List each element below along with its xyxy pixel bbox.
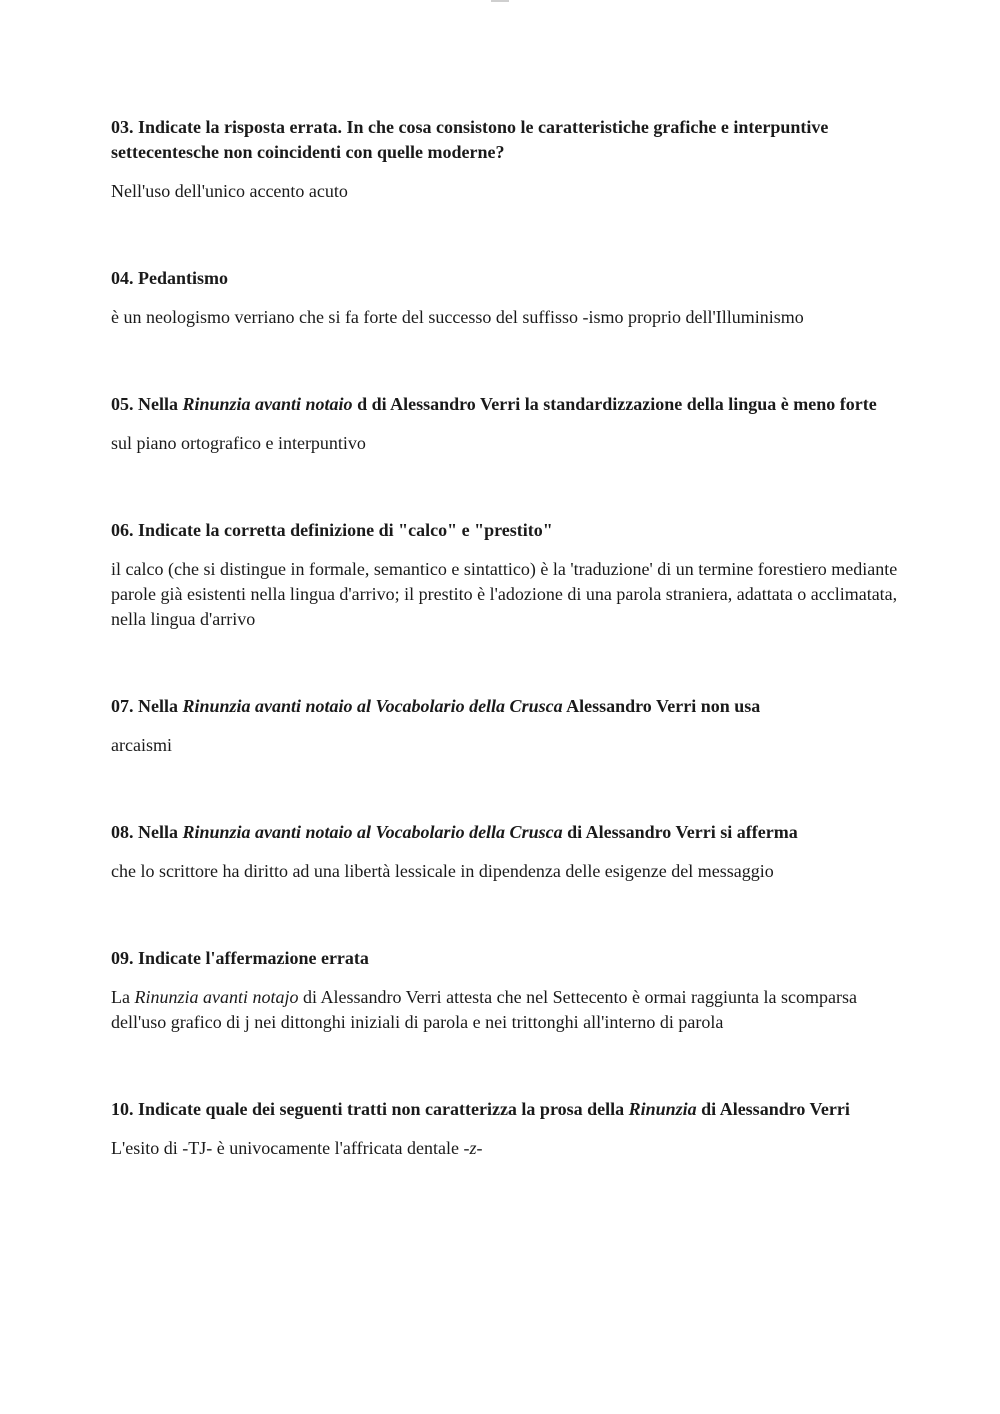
answer-05: sul piano ortografico e interpuntivo (111, 433, 366, 453)
question-block-08 (111, 820, 901, 884)
answer-10: L'esito di -TJ- è univocamente l'affricata dentale -z- (111, 1138, 483, 1158)
question-block-07 (111, 694, 901, 758)
answer-09: La Rinunzia avanti notajo di Alessandro Verri attesta che nel Settecento è ormai raggiunta la scomparsa dell'uso grafico di j nei dittonghi iniziali di parola e nei trittonghi all'interno di parola (111, 987, 857, 1032)
question-08: 08. Nella Rinunzia avanti notaio al Vocabolario della Crusca di Alessandro Verri si afferma (111, 822, 798, 842)
question-block-09 (111, 946, 901, 1035)
question-06: 06. Indicate la corretta definizione di "calco" e "prestito" (111, 520, 553, 540)
question-block-04 (111, 266, 901, 330)
page-top-mark (491, 0, 509, 2)
question-03: 03. Indicate la risposta errata. In che cosa consistono le caratteristiche grafiche e interpuntive settecentesche non coincidenti con quelle moderne? (111, 117, 829, 162)
question-10: 10. Indicate quale dei seguenti tratti non caratterizza la prosa della Rinunzia di Alessandro Verri (111, 1099, 850, 1119)
answer-04: è un neologismo verriano che si fa forte del successo del suffisso -ismo proprio dell'Illuminismo (111, 307, 804, 327)
question-block-10 (111, 1097, 901, 1161)
question-07: 07. Nella Rinunzia avanti notaio al Vocabolario della Crusca Alessandro Verri non usa (111, 696, 761, 716)
answer-07: arcaismi (111, 735, 172, 755)
document-page (111, 115, 901, 1161)
question-05: 05. Nella Rinunzia avanti notaio d di Alessandro Verri la standardizzazione della lingua è meno forte (111, 394, 877, 414)
answer-03: Nell'uso dell'unico accento acuto (111, 181, 348, 201)
answer-06: il calco (che si distingue in formale, semantico e sintattico) è la 'traduzione' di un termine forestiero mediante parole già esistenti nella lingua d'arrivo; il prestito è l'adozione di una parola straniera, adattata o acclimatata, nella lingua d'arrivo (111, 559, 898, 629)
question-block-03 (111, 115, 901, 204)
question-block-06 (111, 518, 901, 632)
question-04: 04. Pedantismo (111, 268, 228, 288)
question-block-05 (111, 392, 901, 456)
question-09: 09. Indicate l'affermazione errata (111, 948, 369, 968)
answer-08: che lo scrittore ha diritto ad una libertà lessicale in dipendenza delle esigenze del messaggio (111, 861, 774, 881)
